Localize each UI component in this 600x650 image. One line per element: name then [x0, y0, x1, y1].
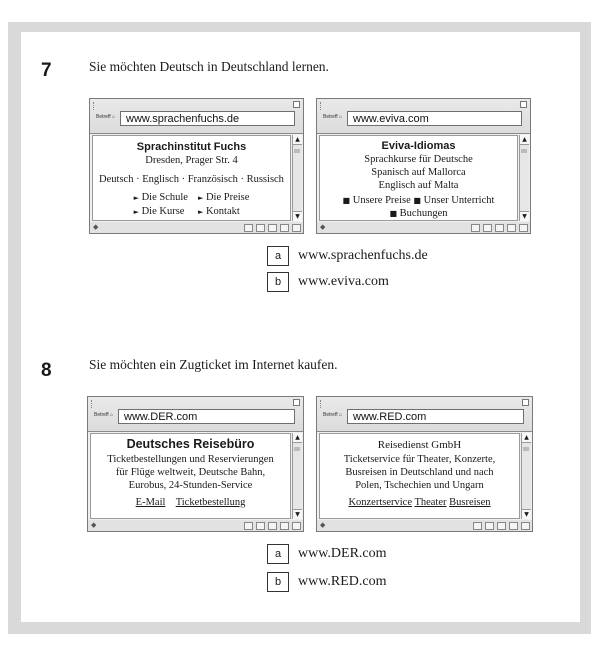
status-tool-icon[interactable]: [268, 224, 277, 232]
site-line: für Flüge weltweit, Deutsche Bahn,: [115, 467, 266, 478]
status-tool-icon[interactable]: [244, 224, 253, 232]
nav-link-preise[interactable]: ► Die Preise: [197, 192, 250, 203]
scroll-down-icon[interactable]: ▼: [293, 509, 302, 519]
link-konzertservice[interactable]: Konzertservice: [348, 497, 412, 508]
site-line: Busreisen in Deutschland und nach: [345, 467, 494, 478]
nav-link-schule[interactable]: ► Die Schule: [133, 192, 188, 203]
page-content: [319, 135, 518, 221]
home-icon: ⌂: [339, 114, 343, 120]
question-7-text: Sie möchten Deutsch in Deutschland lernen.: [89, 59, 329, 74]
window-resize-icon[interactable]: [522, 399, 529, 406]
status-tool-icon[interactable]: [292, 522, 301, 530]
url-field[interactable]: www.sprachenfuchs.de: [120, 111, 295, 126]
toolbar-label: Betreff ⌂: [323, 114, 343, 120]
scroll-down-icon[interactable]: ▼: [293, 211, 302, 221]
option-letter-box[interactable]: a: [267, 246, 289, 266]
site-languages: Deutsch · Englisch · Französisch · Russisch: [99, 174, 284, 185]
nav-link-kurse[interactable]: ► Die Kurse: [133, 206, 185, 217]
toolbar-grip: [320, 102, 325, 110]
browser-toolbar: [90, 99, 303, 134]
toolbar-grip: [320, 400, 325, 408]
status-tool-icon[interactable]: [509, 522, 518, 530]
scroll-down-icon[interactable]: ▼: [522, 509, 531, 519]
scroll-thumb[interactable]: [294, 149, 300, 153]
url-field[interactable]: www.eviva.com: [347, 111, 522, 126]
page-content: [319, 433, 520, 519]
status-tool-icon[interactable]: [244, 522, 253, 530]
site-address: Dresden, Prager Str. 4: [145, 155, 238, 166]
site-title: Deutsches Reisebüro: [126, 437, 255, 451]
question-8-number: 8: [41, 360, 52, 381]
toolbar-grip: [91, 400, 96, 408]
option-text: www.RED.com: [298, 574, 387, 589]
status-tool-icon[interactable]: [473, 522, 482, 530]
status-bar: [90, 222, 303, 233]
home-icon: ⌂: [112, 114, 116, 120]
scroll-up-icon[interactable]: ▲: [293, 433, 302, 443]
status-tool-icon[interactable]: [292, 224, 301, 232]
scroll-thumb[interactable]: [521, 149, 527, 153]
toolbar-label: Betreff ⌂: [323, 412, 343, 418]
browser-window-sprachenfuchs: [89, 98, 304, 234]
site-line: Spanisch auf Mallorca: [371, 167, 466, 178]
scroll-thumb[interactable]: [294, 447, 300, 451]
site-line: Ticketservice für Theater, Konzerte,: [343, 454, 496, 465]
scroll-up-icon[interactable]: ▲: [293, 135, 302, 145]
square-bullet-icon: ■: [389, 209, 398, 218]
link-busreisen[interactable]: Busreisen: [449, 497, 491, 508]
question-8-text: Sie möchten ein Zugticket im Internet kaufen.: [89, 357, 338, 372]
question-7-number: 7: [41, 60, 52, 81]
status-tool-icon[interactable]: [519, 224, 528, 232]
toolbar-grip: [93, 102, 98, 110]
nav-link-unterricht[interactable]: ■ Unser Unterricht: [413, 195, 495, 206]
status-bar: [317, 520, 532, 531]
link-theater[interactable]: Theater: [414, 497, 447, 508]
site-title: Eviva-Idiomas: [381, 140, 456, 152]
window-resize-icon[interactable]: [520, 101, 527, 108]
site-line: Englisch auf Malta: [378, 180, 459, 191]
option-letter-box[interactable]: a: [267, 544, 289, 564]
status-tool-icon[interactable]: [495, 224, 504, 232]
scrollbar[interactable]: [519, 135, 529, 221]
worksheet: [21, 32, 580, 622]
status-icon: ◆: [93, 223, 99, 231]
status-tool-icon[interactable]: [256, 522, 265, 530]
url-field[interactable]: www.RED.com: [347, 409, 524, 424]
option-letter-box[interactable]: b: [267, 572, 289, 592]
arrow-bullet-icon: ►: [197, 208, 204, 216]
status-tool-icon[interactable]: [521, 522, 530, 530]
scroll-down-icon[interactable]: ▼: [520, 211, 529, 221]
square-bullet-icon: ■: [342, 196, 351, 205]
scrollbar[interactable]: [521, 433, 531, 519]
browser-toolbar: [317, 99, 530, 134]
home-icon: ⌂: [110, 412, 114, 418]
scrollbar[interactable]: [292, 135, 302, 221]
status-tool-icon[interactable]: [483, 224, 492, 232]
status-tool-icon[interactable]: [507, 224, 516, 232]
arrow-bullet-icon: ►: [133, 194, 139, 202]
scrollbar[interactable]: [292, 433, 302, 519]
nav-link-kontakt[interactable]: ► Kontakt: [197, 206, 240, 217]
status-tool-icon[interactable]: [280, 522, 289, 530]
option-text: www.eviva.com: [298, 274, 389, 289]
option-letter-box[interactable]: b: [267, 272, 289, 292]
status-icon: ◆: [320, 521, 326, 529]
option-text: www.DER.com: [298, 546, 387, 561]
site-line: Eurobus, 24-Stunden-Service: [128, 480, 253, 491]
status-bar: [88, 520, 303, 531]
arrow-bullet-icon: ►: [133, 208, 139, 216]
status-tool-icon[interactable]: [497, 522, 506, 530]
link-email[interactable]: E-Mail: [135, 497, 166, 508]
site-line: Polen, Tschechien und Ungarn: [355, 480, 484, 491]
url-field[interactable]: www.DER.com: [118, 409, 295, 424]
scroll-up-icon[interactable]: ▲: [520, 135, 529, 145]
arrow-bullet-icon: ►: [197, 194, 204, 202]
status-tool-icon[interactable]: [471, 224, 480, 232]
toolbar-label: Betreff ⌂: [96, 114, 116, 120]
window-resize-icon[interactable]: [293, 101, 300, 108]
status-tool-icon[interactable]: [280, 224, 289, 232]
nav-link-preise[interactable]: ■ Unsere Preise: [342, 195, 411, 206]
site-line: Ticketbestellungen und Reservierungen: [107, 454, 274, 465]
status-tool-icon[interactable]: [268, 522, 277, 530]
browser-window-red: [316, 396, 533, 532]
status-icon: ◆: [320, 223, 326, 231]
browser-toolbar: [88, 397, 303, 432]
site-title: Sprachinstitut Fuchs: [136, 141, 247, 153]
browser-window-eviva: [316, 98, 531, 234]
toolbar-label: Betreff ⌂: [94, 412, 114, 418]
browser-toolbar: [317, 397, 532, 432]
status-tool-icon[interactable]: [485, 522, 494, 530]
nav-link-buchungen[interactable]: ■ Buchungen: [389, 208, 448, 219]
page-content: [90, 433, 291, 519]
scroll-up-icon[interactable]: ▲: [522, 433, 531, 443]
status-bar: [317, 222, 530, 233]
page-content: [92, 135, 291, 221]
scroll-thumb[interactable]: [523, 447, 529, 451]
link-ticketbestellung[interactable]: Ticketbestellung: [175, 497, 246, 508]
status-tool-icon[interactable]: [256, 224, 265, 232]
site-line: Sprachkurse für Deutsche: [364, 154, 473, 165]
square-bullet-icon: ■: [413, 196, 421, 205]
status-icon: ◆: [91, 521, 97, 529]
home-icon: ⌂: [339, 412, 343, 418]
browser-window-der: [87, 396, 304, 532]
option-text: www.sprachenfuchs.de: [298, 248, 428, 263]
site-title: Reisedienst GmbH: [377, 439, 462, 451]
window-resize-icon[interactable]: [293, 399, 300, 406]
